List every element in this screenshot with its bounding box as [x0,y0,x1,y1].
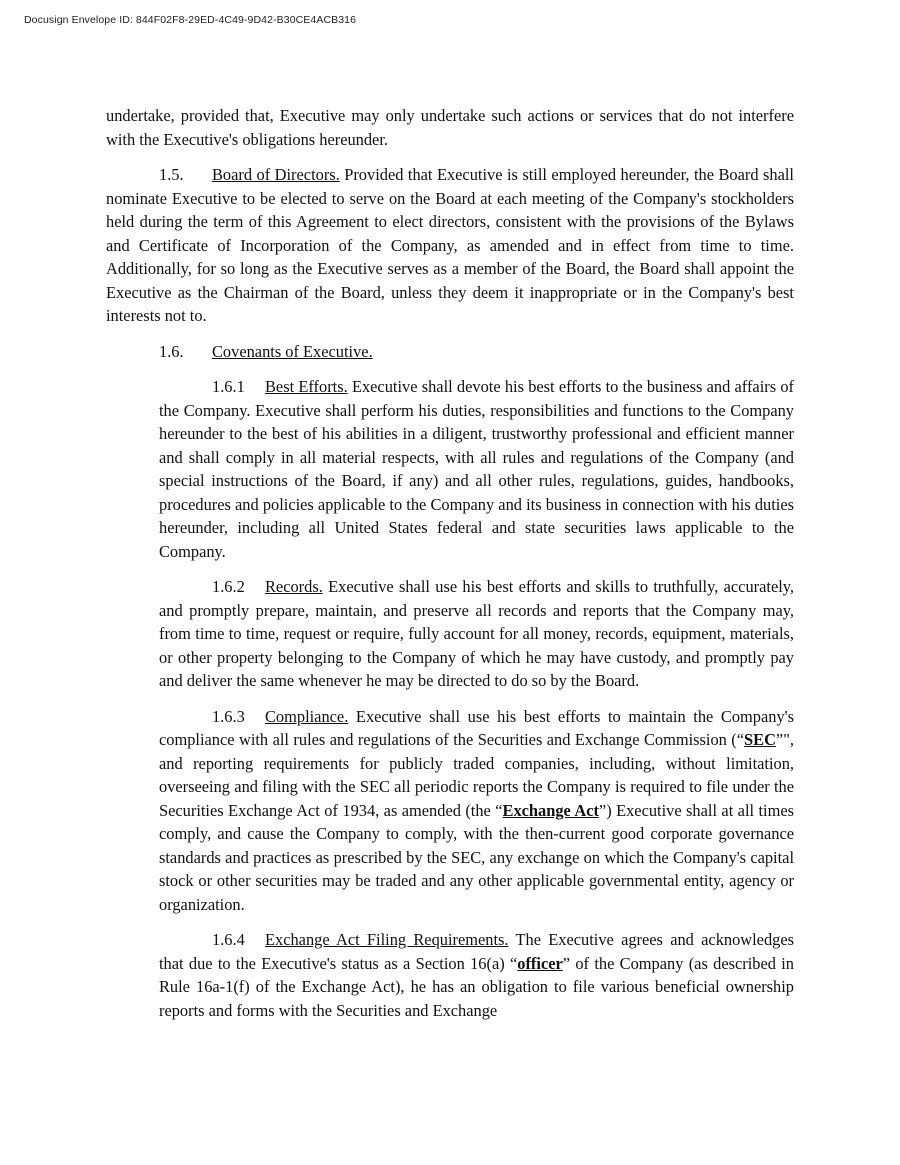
continuation-paragraph: undertake, provided that, Executive may only undertake such actions or services that do not interfere with the Executive's obligations hereunder. [106,106,794,149]
section-body: The Executive agrees and acknowledges that due to the Executive's status as a Section 16(a) “ [159,930,794,973]
section-body: ” of the Company (as described in Rule 16a-1(f) of the Exchange Act), he has an obligation to file various beneficial ownership reports and forms with the Securities and Exchange [159,953,794,1020]
defined-term-sec: SEC [744,730,776,749]
section-heading: Board of Directors. [212,165,340,184]
document-page [106,104,794,1034]
section-body: ”", and reporting requirements for publicly traded companies, including, without limitation, overseeing and filing with the SEC all periodic reports the Company is required to file under the Securities Exchange Act of 1934, as amended (the “ [159,730,794,820]
section-body: Executive shall use his best efforts and skills to truthfully, accurately, and promptly prepare, maintain, and preserve all records and reports that the Company may, from time to time, request or require, fully account for all money, records, equipment, materials, or other property belonging to the Company of which he may have custody, and promptly pay and deliver the same whenever he may be directed to do so by the Board. [159,577,794,690]
defined-term-exchange-act: Exchange Act [502,800,599,820]
section-1-6-1 [159,375,794,563]
section-1-5 [106,163,794,328]
section-1-6-4 [159,928,794,1022]
section-body: ”) Executive shall at all times comply, and cause the Company to comply, with the then-current good corporate governance standards and practices as prescribed by the SEC, any exchange on which the Company's capital stock or other securities may be traded and any other applicable governmental entity, agency or organization. [159,800,794,914]
section-1-6 [106,340,794,364]
section-1-6-3 [159,705,794,917]
section-heading: Compliance. [265,706,349,726]
section-number: 1.6. [159,341,184,361]
section-body: Provided that Executive is still employed hereunder, the Board shall nominate Executive to be elected to serve on the Board at each meeting of the Company's stockholders held during the term of this Agreement to elect directors, consistent with the provisions of the Bylaws and Certificate of Incorporation of the Company, as amended and in effect from time to time. Additionally, for so long as the Executive serves as a member of the Board, the Board shall appoint the Executive as the Chairman of the Board, unless they deem it inappropriate or in the Company's best interests not to. [106,165,794,325]
defined-term-officer: officer [517,953,563,973]
section-heading: Best Efforts. [265,377,348,396]
section-heading: Records. [265,577,323,596]
section-heading: Covenants of Executive. [212,341,373,361]
section-number: 1.6.1 [212,377,245,396]
section-number: 1.6.2 [212,577,245,596]
section-number: 1.5. [159,165,184,184]
section-body: Executive shall devote his best efforts to the business and affairs of the Company. Executive shall perform his duties, responsibilities and functions to the Company hereunder to the best of his abilities in a diligent, trustworthy professional and efficient manner and shall comply in all material respects, with all rules and regulations of the Company (and special instructions of the Board, if any) and all other rules, regulations, guides, handbooks, procedures and policies applicable to the Company and its business in connection with his duties hereunder, including all United States federal and state securities laws applicable to the Company. [159,377,794,561]
section-number: 1.6.4 [212,930,245,949]
section-heading: Exchange Act Filing Requirements. [265,930,509,949]
section-body: Executive shall use his best efforts to maintain the Company's compliance with all rules and regulations of the Securities and Exchange Commission (“ [159,706,794,749]
section-number: 1.6.3 [212,706,245,726]
docusign-envelope-id: Docusign Envelope ID: 844F02F8-29ED-4C49-9D42-B30CE4ACB316 [24,14,357,26]
section-1-6-2 [159,575,794,693]
